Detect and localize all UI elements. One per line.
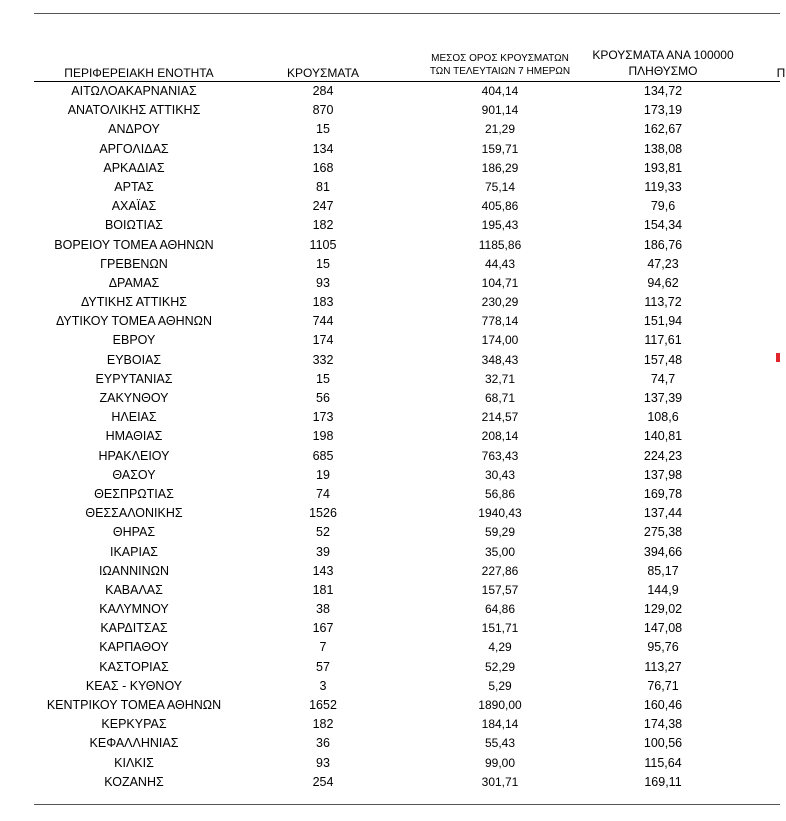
cell-avg7: 30,43 xyxy=(484,467,516,482)
table-row xyxy=(0,734,780,753)
cell-per100k: 113,72 xyxy=(644,295,682,310)
cell-cases: 1652 xyxy=(309,698,337,712)
cell-cases: 93 xyxy=(316,755,330,770)
table-row xyxy=(0,658,780,677)
cell-cases: 39 xyxy=(316,544,330,559)
header-extra-partial: Π xyxy=(776,66,786,80)
cell-cases: 198 xyxy=(312,429,334,444)
cell-per100k: 47,23 xyxy=(647,256,679,271)
cell-per100k: 151,94 xyxy=(643,314,683,329)
cell-region: ΑΡΚΑΔΙΑΣ xyxy=(103,160,165,175)
cell-avg7: 157,57 xyxy=(481,582,519,597)
cell-per100k: 117,61 xyxy=(644,333,682,348)
cell-cases: 74 xyxy=(316,486,330,501)
cell-per100k: 193,81 xyxy=(643,160,683,175)
cell-per100k: 76,71 xyxy=(647,678,679,693)
cell-region: ΑΧΑΪΑΣ xyxy=(111,199,157,214)
cell-cases: 56 xyxy=(316,391,330,405)
cell-avg7: 159,71 xyxy=(481,141,519,156)
cell-per100k: 113,27 xyxy=(644,659,682,674)
cell-avg7: 44,43 xyxy=(484,256,516,271)
cell-cases: 19 xyxy=(316,467,330,482)
cell-avg7: 778,14 xyxy=(481,314,519,329)
cell-cases: 7 xyxy=(319,640,327,655)
cell-region: ΑΝΑΤΟΛΙΚΗΣ ΑΤΤΙΚΗΣ xyxy=(67,103,201,118)
cell-cases: 183 xyxy=(312,295,334,310)
cell-region: ΗΜΑΘΙΑΣ xyxy=(105,429,163,444)
cell-per100k: 137,39 xyxy=(643,391,683,405)
table-row xyxy=(0,715,780,734)
cell-avg7: 68,71 xyxy=(484,391,516,405)
table-row xyxy=(0,408,780,427)
cell-per100k: 162,67 xyxy=(643,122,683,137)
table-row xyxy=(0,351,780,370)
cell-cases: 254 xyxy=(312,774,334,789)
cell-cases: 81 xyxy=(316,179,330,194)
cell-cases: 15 xyxy=(316,122,330,137)
cell-avg7: 4,29 xyxy=(488,640,512,655)
cell-region: ΚΕΦΑΛΛΗΝΙΑΣ xyxy=(89,736,179,751)
cell-region: ΔΥΤΙΚΗΣ ΑΤΤΙΚΗΣ xyxy=(81,295,187,310)
cell-region: ΚΑΣΤΟΡΙΑΣ xyxy=(99,659,169,674)
cell-avg7: 195,43 xyxy=(481,218,519,233)
cell-per100k: 173,19 xyxy=(643,103,683,118)
cell-region: ΚΕΡΚΥΡΑΣ xyxy=(101,717,167,732)
cell-cases: 744 xyxy=(312,314,334,329)
cell-region: ΖΑΚΥΝΘΟΥ xyxy=(99,391,169,405)
cell-region: ΘΕΣΠΡΩΤΙΑΣ xyxy=(94,486,174,501)
cell-avg7: 99,00 xyxy=(484,755,516,770)
cell-avg7: 186,29 xyxy=(481,160,519,175)
cell-cases: 1526 xyxy=(309,506,337,521)
cell-per100k: 169,78 xyxy=(643,486,683,501)
table-row xyxy=(0,331,780,350)
cell-region: ΒΟΙΩΤΙΑΣ xyxy=(104,218,164,233)
cell-region: ΚΑΛΥΜΝΟΥ xyxy=(99,602,169,617)
top-rule xyxy=(34,13,780,14)
cell-region: ΒΟΡΕΙΟΥ ΤΟΜΕΑ ΑΘΗΝΩΝ xyxy=(54,237,214,252)
table-row xyxy=(0,543,780,562)
cell-per100k: 95,76 xyxy=(647,640,679,655)
table-body xyxy=(0,82,780,792)
cell-cases: 174 xyxy=(312,333,334,348)
table-row xyxy=(0,504,780,523)
cell-per100k: 100,56 xyxy=(643,736,683,751)
cell-per100k: 119,33 xyxy=(644,179,682,194)
cell-avg7: 55,43 xyxy=(484,736,516,751)
cell-region: ΘΗΡΑΣ xyxy=(112,525,156,540)
cell-region: ΑΡΤΑΣ xyxy=(114,179,154,194)
cell-avg7: 64,86 xyxy=(484,602,516,617)
cell-per100k: 129,02 xyxy=(643,602,683,617)
table-row xyxy=(0,773,780,792)
table-row xyxy=(0,562,780,581)
table-row xyxy=(0,236,780,255)
header-cases: ΚΡΟΥΣΜΑΤΑ xyxy=(287,66,359,80)
cell-avg7: 227,86 xyxy=(481,563,519,578)
cell-per100k: 147,08 xyxy=(643,621,683,636)
cell-per100k: 186,76 xyxy=(643,237,683,252)
header-region: ΠΕΡΙΦΕΡΕΙΑΚΗ ΕΝΟΤΗΤΑ xyxy=(64,66,214,80)
header-avg7 xyxy=(410,52,590,78)
table-row xyxy=(0,370,780,389)
cell-cases: 332 xyxy=(312,352,334,367)
cell-per100k: 140,81 xyxy=(643,429,683,444)
cell-avg7: 59,29 xyxy=(484,525,516,540)
table-row xyxy=(0,120,780,139)
cell-per100k: 138,08 xyxy=(643,141,683,156)
table-row xyxy=(0,427,780,446)
cell-region: ΗΛΕΙΑΣ xyxy=(111,410,157,425)
cell-cases: 52 xyxy=(316,525,330,540)
cell-region: ΘΑΣΟΥ xyxy=(112,467,156,482)
header-avg7-line1: ΜΕΣΟΣ ΟΡΟΣ ΚΡΟΥΣΜΑΤΩΝ xyxy=(431,53,569,64)
cell-region: ΔΥΤΙΚΟΥ ΤΟΜΕΑ ΑΘΗΝΩΝ xyxy=(55,314,213,329)
cell-per100k: 160,46 xyxy=(643,698,683,712)
cell-cases: 134 xyxy=(312,141,334,156)
table-row xyxy=(0,466,780,485)
cell-cases: 57 xyxy=(316,659,330,674)
table-row xyxy=(0,159,780,178)
table-row xyxy=(0,447,780,466)
cell-cases: 870 xyxy=(312,103,334,118)
cell-region: ΑΝΔΡΟΥ xyxy=(108,122,160,137)
table-row xyxy=(0,82,780,101)
cell-per100k: 137,44 xyxy=(643,506,683,521)
cell-region: ΚΑΒΑΛΑΣ xyxy=(105,582,163,597)
cell-cases: 167 xyxy=(312,621,334,636)
header-per100k-line2: ΠΛΗΘΥΣΜΟ xyxy=(628,64,698,78)
header-per100k xyxy=(590,47,736,79)
cell-avg7: 763,43 xyxy=(481,448,519,463)
cell-region: ΚΕΝΤΡΙΚΟΥ ΤΟΜΕΑ ΑΘΗΝΩΝ xyxy=(46,698,222,712)
cell-avg7: 35,00 xyxy=(484,544,516,559)
cell-avg7: 301,71 xyxy=(481,774,519,789)
cell-region: ΕΥΡΥΤΑΝΙΑΣ xyxy=(95,371,173,386)
cell-avg7: 151,71 xyxy=(481,621,519,636)
table-row xyxy=(0,696,780,715)
cell-region: ΓΡΕΒΕΝΩΝ xyxy=(100,256,168,271)
cell-region: ΙΚΑΡΙΑΣ xyxy=(109,544,159,559)
cell-cases: 143 xyxy=(312,563,334,578)
cell-region: ΑΙΤΩΛΟΑΚΑΡΝΑΝΙΑΣ xyxy=(71,84,197,98)
cell-region: ΚΑΡΠΑΘΟΥ xyxy=(99,640,169,655)
cell-region: ΙΩΑΝΝΙΝΩΝ xyxy=(98,563,170,578)
cell-per100k: 154,34 xyxy=(643,218,683,233)
table-row xyxy=(0,619,780,638)
cell-avg7: 104,71 xyxy=(481,275,519,290)
header-per100k-line1: ΚΡΟΥΣΜΑΤΑ ΑΝΑ 100000 xyxy=(592,48,734,62)
cell-avg7: 214,57 xyxy=(481,410,519,425)
cell-region: ΗΡΑΚΛΕΙΟΥ xyxy=(98,448,170,463)
cell-avg7: 5,29 xyxy=(488,678,512,693)
cell-cases: 93 xyxy=(316,275,330,290)
cell-avg7: 52,29 xyxy=(484,659,516,674)
cell-cases: 182 xyxy=(312,717,334,732)
cell-cases: 181 xyxy=(312,582,334,597)
table-row xyxy=(0,101,780,120)
table-row xyxy=(0,255,780,274)
cell-avg7: 230,29 xyxy=(481,295,519,310)
table-row xyxy=(0,178,780,197)
table-row xyxy=(0,293,780,312)
table-row xyxy=(0,581,780,600)
cell-region: ΔΡΑΜΑΣ xyxy=(108,275,160,290)
cell-per100k: 74,7 xyxy=(650,371,676,386)
cell-avg7: 21,29 xyxy=(484,122,516,137)
cell-per100k: 85,17 xyxy=(647,563,679,578)
cell-per100k: 224,23 xyxy=(643,448,683,463)
table-row xyxy=(0,485,780,504)
cell-cases: 247 xyxy=(312,199,334,214)
cell-per100k: 275,38 xyxy=(643,525,683,540)
cell-cases: 284 xyxy=(312,84,334,98)
cell-region: ΚΑΡΔΙΤΣΑΣ xyxy=(100,621,168,636)
cell-avg7: 1890,00 xyxy=(478,698,522,712)
cell-per100k: 174,38 xyxy=(643,717,683,732)
cell-cases: 36 xyxy=(316,736,330,751)
cell-region: ΚΟΖΑΝΗΣ xyxy=(104,774,164,789)
table-row xyxy=(0,638,780,657)
cell-per100k: 394,66 xyxy=(643,544,683,559)
table-row xyxy=(0,389,780,408)
cell-avg7: 348,43 xyxy=(481,352,519,367)
table-row xyxy=(0,197,780,216)
cell-avg7: 1940,43 xyxy=(478,506,522,521)
table-row xyxy=(0,754,780,773)
cell-avg7: 75,14 xyxy=(484,179,516,194)
cell-per100k: 108,6 xyxy=(647,410,679,425)
cell-avg7: 184,14 xyxy=(481,717,519,732)
table-row xyxy=(0,140,780,159)
table-row xyxy=(0,523,780,542)
cell-per100k: 144,9 xyxy=(647,582,679,597)
cell-avg7: 174,00 xyxy=(481,333,519,348)
cell-per100k: 115,64 xyxy=(644,755,682,770)
cell-cases: 15 xyxy=(316,371,330,386)
cell-avg7: 405,86 xyxy=(481,199,519,214)
cell-cases: 1105 xyxy=(309,237,337,252)
cell-per100k: 169,11 xyxy=(644,774,682,789)
cell-region: ΚΕΑΣ - ΚΥΘΝΟΥ xyxy=(85,678,183,693)
table-row xyxy=(0,274,780,293)
cell-region: ΑΡΓΟΛΙΔΑΣ xyxy=(99,141,169,156)
red-marker xyxy=(776,353,780,362)
cell-per100k: 134,72 xyxy=(643,84,683,98)
cell-avg7: 208,14 xyxy=(481,429,519,444)
cell-region: ΚΙΛΚΙΣ xyxy=(114,755,154,770)
table-row xyxy=(0,677,780,696)
cell-avg7: 404,14 xyxy=(481,84,519,98)
cell-region: ΕΒΡΟΥ xyxy=(112,333,156,348)
cell-per100k: 79,6 xyxy=(650,199,676,214)
cell-cases: 173 xyxy=(312,410,334,425)
cell-region: ΕΥΒΟΙΑΣ xyxy=(106,352,162,367)
cell-cases: 685 xyxy=(312,448,334,463)
cell-per100k: 137,98 xyxy=(643,467,683,482)
cell-region: ΘΕΣΣΑΛΟΝΙΚΗΣ xyxy=(85,506,183,521)
cell-avg7: 1185,86 xyxy=(478,237,522,252)
cell-cases: 3 xyxy=(319,678,327,693)
table-row xyxy=(0,216,780,235)
cell-cases: 38 xyxy=(316,602,330,617)
cell-avg7: 56,86 xyxy=(484,486,516,501)
table-row xyxy=(0,600,780,619)
bottom-rule xyxy=(34,804,780,805)
table-row xyxy=(0,312,780,331)
cell-per100k: 94,62 xyxy=(647,275,679,290)
cell-per100k: 157,48 xyxy=(643,352,683,367)
cell-avg7: 901,14 xyxy=(481,103,519,118)
cell-avg7: 32,71 xyxy=(484,371,516,386)
header-avg7-line2: ΤΩΝ ΤΕΛΕΥΤΑΙΩΝ 7 ΗΜΕΡΩΝ xyxy=(429,66,571,77)
cell-cases: 182 xyxy=(312,218,334,233)
cell-cases: 168 xyxy=(312,160,334,175)
cell-cases: 15 xyxy=(316,256,330,271)
